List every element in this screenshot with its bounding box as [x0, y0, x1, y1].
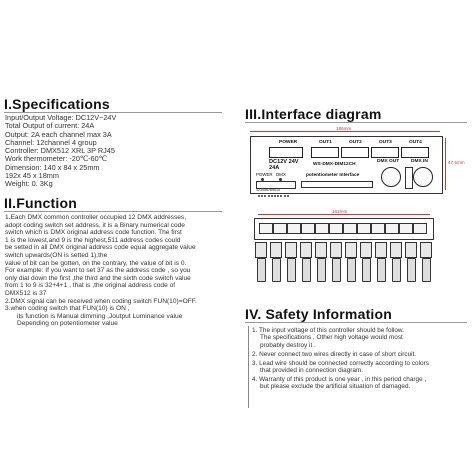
dimension-line-top	[250, 131, 440, 132]
dimension-line-bottom	[258, 214, 430, 215]
out4-label: OUT4	[409, 140, 422, 145]
pot-terminal	[259, 223, 273, 234]
safety-line: 3. Lead wire should be connected correctly according to colors	[252, 359, 429, 367]
spec-line: Output: 2A each channel max 3A	[5, 129, 112, 139]
specifications-list	[5, 114, 116, 189]
function-heading: II.Function	[4, 195, 77, 211]
spec-line: Controller: DMX512 XRL 3P RJ45	[5, 146, 115, 156]
potentiometer-header	[301, 181, 373, 188]
dmx-in-connector-icon	[413, 167, 433, 187]
safety-item	[252, 376, 429, 391]
function-line: from 1 to 9 is 32+4+1 , that is ,the original address code of	[5, 282, 176, 290]
model-label: WS-DMX-DIM12CH	[313, 162, 356, 167]
out1-terminal	[311, 147, 339, 158]
function-line: Depending on potentiometer value	[17, 320, 118, 328]
pot-terminal	[287, 223, 301, 234]
spec-line: Dimension: 140 x 84 x 25mm	[5, 162, 100, 172]
safety-item	[252, 327, 429, 349]
potentiometer-icon[interactable]	[255, 242, 267, 258]
knob-icon[interactable]	[332, 258, 341, 282]
dimension-line-side	[445, 138, 446, 190]
pot-terminal	[301, 223, 315, 234]
pot-terminal	[343, 223, 357, 234]
out4-terminal	[401, 147, 429, 158]
safety-item	[252, 351, 429, 358]
spec-line: 192x 45 x 18mm	[5, 171, 59, 181]
potentiometer-icon[interactable]	[360, 242, 372, 258]
potentiometer-board	[254, 218, 434, 240]
potentiometer-icon[interactable]	[300, 242, 312, 258]
spec-line: Channel: 12channel 4 group	[5, 137, 97, 147]
safety-line: 2. Never connect two wires directly in case of short circuit.	[252, 350, 417, 358]
knob-icon[interactable]	[287, 258, 296, 282]
safety-line: but please exclude the artificial situation of damaged.	[260, 383, 411, 391]
safety-rule	[245, 322, 467, 323]
spec-line: Work thermometer: -20℃-60℃	[5, 154, 107, 164]
dmx-out-label: DMX OUT	[377, 159, 400, 164]
dmx-out-connector-icon	[381, 167, 401, 187]
potentiometer-icon[interactable]	[330, 242, 342, 258]
function-line: DMX512 is 37	[5, 289, 47, 297]
function-line: be setted in all DMX original address code equal aggregate value	[5, 244, 196, 252]
knob-icon[interactable]	[422, 258, 431, 282]
potentiometer-icon[interactable]	[390, 242, 402, 258]
safety-heading: IV. Safety Information	[245, 306, 393, 322]
function-line: adopt coding switch set address, it is a Binary numerical code	[5, 221, 185, 229]
out1-label: OUT1	[319, 140, 332, 145]
specifications-heading: I.Specifications	[4, 96, 110, 112]
pot-terminal	[385, 223, 399, 234]
function-line: 1 is the lowest,and 9 is the highest,511 address codes could	[5, 236, 181, 244]
function-list	[5, 214, 197, 328]
knob-icon[interactable]	[392, 258, 401, 282]
function-line: switch which is DMX original address code function. The first	[5, 229, 182, 237]
potentiometer-icon[interactable]	[285, 242, 297, 258]
spec-line: Weight: 0. 3Kg	[5, 179, 53, 189]
pot-terminal	[315, 223, 329, 234]
knob-icon[interactable]	[257, 258, 266, 282]
function-line: only dial down the first ,the third and the sixth code switch value	[5, 274, 191, 282]
rj45-icon	[405, 167, 413, 189]
out2-terminal	[341, 147, 369, 158]
spec-line: Total Output of current: 24A	[5, 121, 95, 131]
power-terminal	[269, 147, 303, 158]
dimension-top-label: 186mm	[336, 126, 352, 131]
safety-item	[252, 360, 429, 375]
potentiometer-label: potentiometer Interface	[306, 173, 360, 178]
function-line: its function is Manual dimming ,Joutput Luminance value	[17, 312, 183, 320]
controller-board	[250, 136, 443, 194]
safety-line: that provided in connection diagram.	[260, 367, 364, 375]
switch-numbers: 123456789010	[256, 188, 280, 192]
function-rule	[4, 211, 222, 212]
power-label: POWER	[279, 140, 298, 145]
dmx-small-label: DMX	[276, 172, 286, 177]
pot-terminal	[329, 223, 343, 234]
safety-line: The specifications , Other high voltage would most	[260, 334, 403, 342]
pot-terminal	[357, 223, 371, 234]
safety-list	[252, 327, 429, 392]
knob-icon[interactable]	[317, 258, 326, 282]
knob-icon[interactable]	[272, 258, 281, 282]
dimension-side-label: 47.5mm	[448, 160, 465, 165]
function-line: 2.DMX signal can be received when coding switch FUN(10)=OFF.	[5, 297, 197, 305]
function-line: value of bit can be gotten, on the contrary, the value of bit is 0.	[5, 259, 187, 267]
function-line: 1.Each DMX common controller occupied 12 DMX addresses,	[5, 214, 187, 221]
safety-line: 1. The input voltage of this controller should be follow.	[252, 327, 404, 334]
out3-label: OUT3	[379, 140, 392, 145]
knob-icon[interactable]	[347, 258, 356, 282]
pot-terminal	[371, 223, 385, 234]
current-label: 24A	[269, 165, 280, 171]
potentiometer-icon[interactable]	[270, 242, 282, 258]
out2-label: OUT2	[349, 140, 362, 145]
knob-icon[interactable]	[377, 258, 386, 282]
safety-line: probably destroy it .	[260, 341, 316, 349]
dimension-bottom-label: 162mm	[332, 209, 348, 214]
potentiometer-icon[interactable]	[315, 242, 327, 258]
function-line: switch upwards(ON is setted 1),the	[5, 251, 108, 259]
potentiometer-icon[interactable]	[405, 242, 417, 258]
power-small-label: POWER	[256, 172, 273, 177]
potentiometer-icon[interactable]	[345, 242, 357, 258]
dmx-in-label: DMX IN	[411, 159, 428, 164]
knob-icon[interactable]	[302, 258, 311, 282]
interface-heading: III.Interface diagram	[245, 106, 382, 122]
voltage-label: DC12V 24V	[269, 159, 299, 165]
function-line: 3.when coding switch that FUN(10) is ON ,	[5, 305, 130, 313]
safety-divider	[248, 326, 249, 408]
potentiometer-icon[interactable]	[420, 242, 432, 258]
knob-icon[interactable]	[407, 258, 416, 282]
potentiometer-row	[252, 240, 436, 288]
potentiometer-icon[interactable]	[375, 242, 387, 258]
safety-line: 4. Warranty of this product is one year , in this period charge ,	[252, 375, 427, 383]
interface-rule	[245, 122, 467, 123]
knob-icon[interactable]	[362, 258, 371, 282]
spec-line: Input/Output Voltage: DC12V~24V	[5, 113, 117, 122]
pot-terminal	[399, 223, 413, 234]
pot-terminal	[273, 223, 287, 234]
function-line: For example: If you want to set 37 as the address code , so you	[5, 267, 191, 275]
pot-terminal	[413, 223, 427, 234]
out3-terminal	[371, 147, 399, 158]
